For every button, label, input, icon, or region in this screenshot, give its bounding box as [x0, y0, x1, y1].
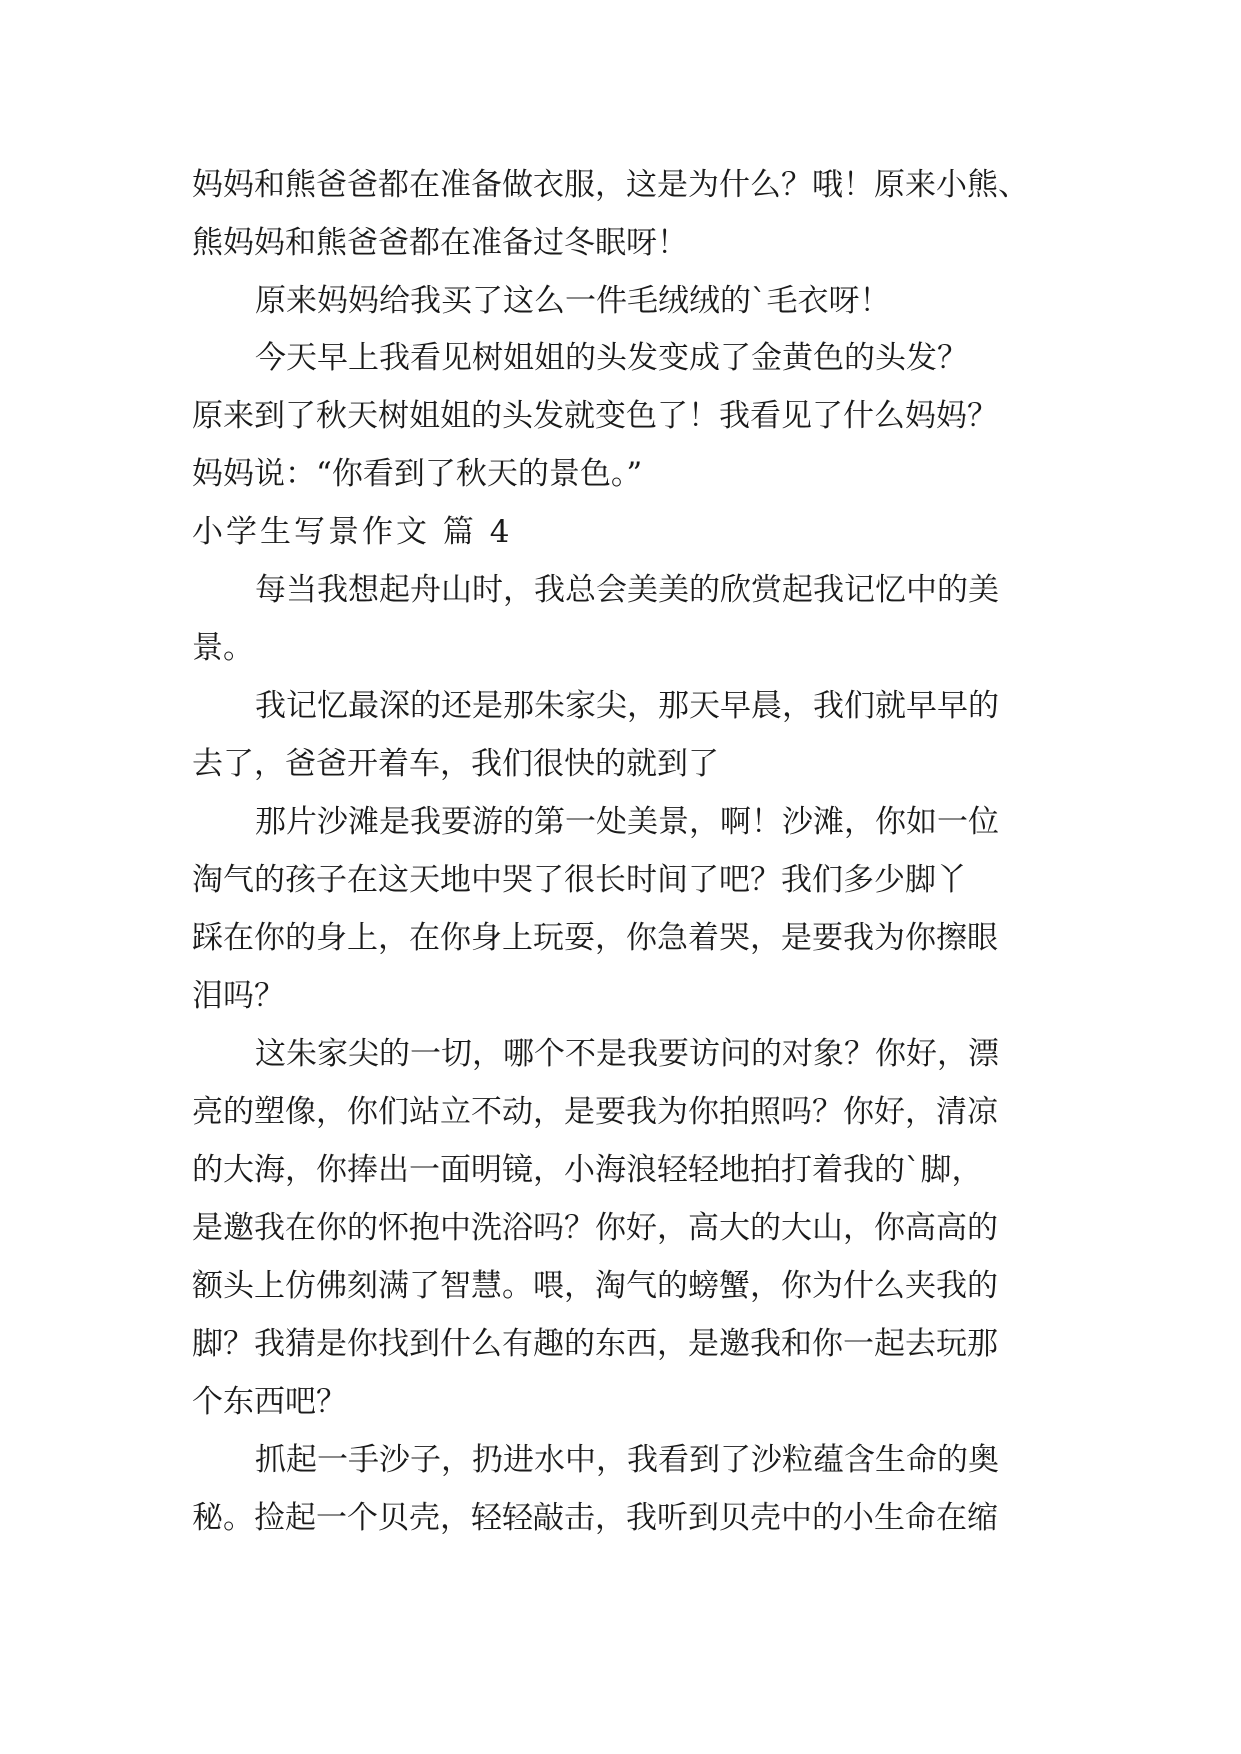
- paragraph-start: 今天早上我看见树姐姐的头发变成了金黄色的头发？: [255, 340, 968, 376]
- text-line: 淘气的孩子在这天地中哭了很长时间了吧？我们多少脚丫: [192, 862, 967, 898]
- text-line: 秘。捡起一个贝壳，轻轻敲击，我听到贝壳中的小生命在缩: [192, 1500, 998, 1536]
- paragraph-start: 这朱家尖的一切，哪个不是我要访问的对象？你好，漂: [255, 1036, 999, 1072]
- paragraph-start: 原来妈妈给我买了这么一件毛绒绒的`毛衣呀！: [255, 283, 891, 319]
- section-heading: 小学生写景作文 篇 4: [192, 514, 513, 550]
- text-line: 景。: [192, 630, 254, 666]
- text-line: 额头上仿佛刻满了智慧。喂，淘气的螃蟹，你为什么夹我的: [192, 1268, 998, 1304]
- paragraph-start: 我记忆最深的还是那朱家尖，那天早晨，我们就早早的: [255, 688, 999, 724]
- text-line: 妈妈和熊爸爸都在准备做衣服，这是为什么？哦！原来小熊、: [192, 167, 1029, 203]
- paragraph-start: 每当我想起舟山时，我总会美美的欣赏起我记忆中的美: [255, 572, 999, 608]
- paragraph-start: 抓起一手沙子，扔进水中，我看到了沙粒蕴含生命的奥: [255, 1442, 999, 1478]
- text-line: 熊妈妈和熊爸爸都在准备过冬眠呀！: [192, 225, 688, 261]
- text-line: 脚？我猜是你找到什么有趣的东西，是邀我和你一起去玩那: [192, 1326, 998, 1362]
- text-line: 泪吗？: [192, 978, 285, 1014]
- text-line: 妈妈说：“你看到了秋天的景色。”: [192, 456, 643, 492]
- paragraph-start: 那片沙滩是我要游的第一处美景，啊！沙滩，你如一位: [255, 804, 999, 840]
- text-line: 踩在你的身上，在你身上玩耍，你急着哭，是要我为你擦眼: [192, 920, 998, 956]
- text-line: 亮的塑像，你们站立不动，是要我为你拍照吗？你好，清凉: [192, 1094, 998, 1130]
- text-line: 原来到了秋天树姐姐的头发就变色了！我看见了什么妈妈？: [192, 398, 998, 434]
- text-line: 的大海，你捧出一面明镜，小海浪轻轻地拍打着我的`脚，: [192, 1152, 983, 1188]
- text-line: 去了，爸爸开着车，我们很快的就到了: [192, 746, 719, 782]
- text-line: 个东西吧？: [192, 1384, 347, 1420]
- text-line: 是邀我在你的怀抱中洗浴吗？你好，高大的大山，你高高的: [192, 1210, 998, 1246]
